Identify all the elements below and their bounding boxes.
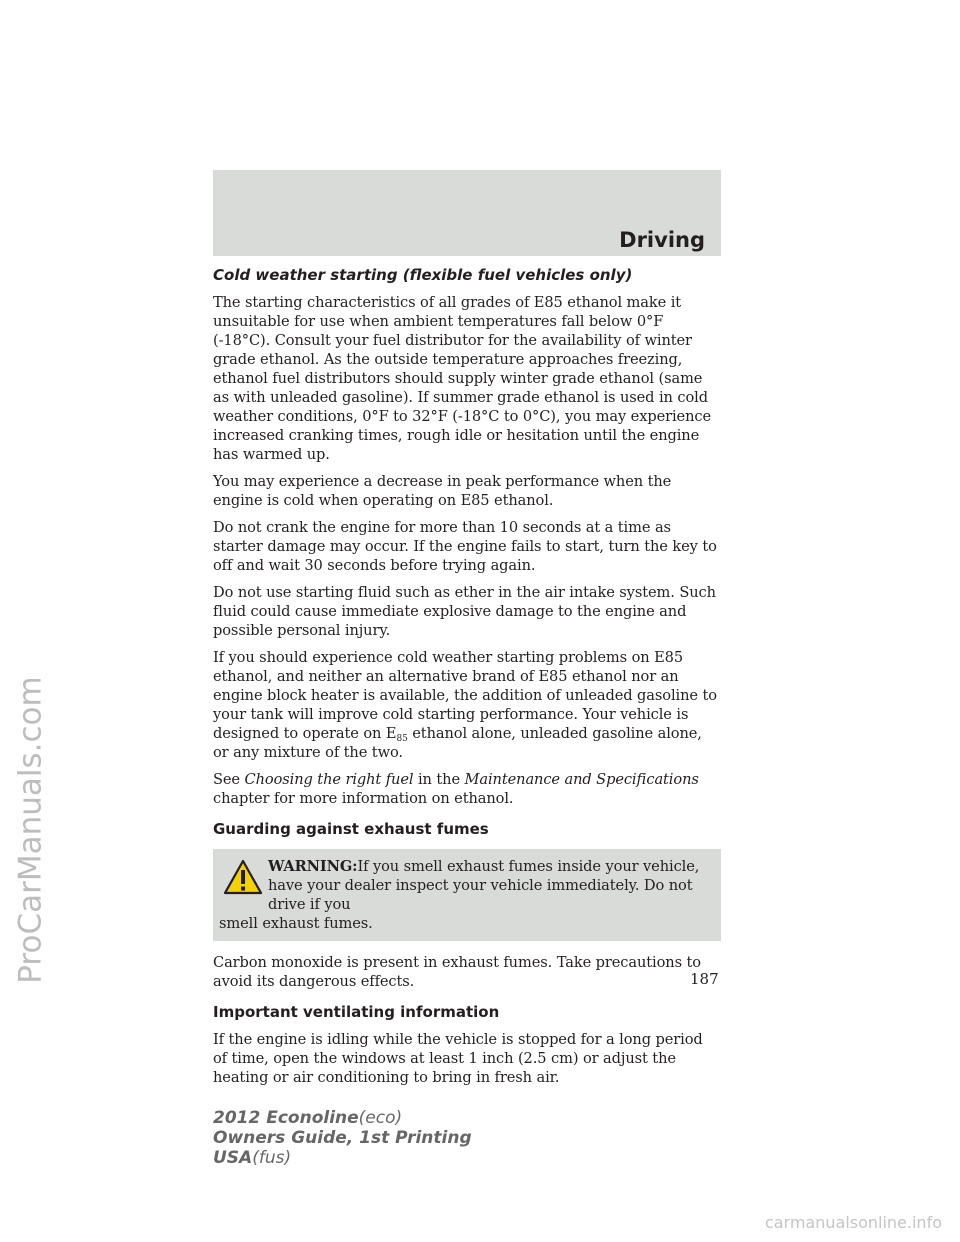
warning-text	[219, 857, 713, 914]
heading-cold-weather-starting: Cold weather starting (flexible fuel vehicles only)	[213, 266, 633, 284]
warning-box	[213, 849, 721, 941]
heading-ventilating: Important ventilating information	[213, 1003, 500, 1021]
warning-label: WARNING:	[268, 858, 358, 875]
text-run: If you should experience cold weather starting problems on E85 ethanol, and neither an alternative brand of E85 ethanol nor an engine block heater is available, the addition of unleaded gasoline to your tank will improve cold starting performance. Your vehicle is designed to operate on E	[213, 649, 717, 742]
section-header-band	[213, 170, 721, 256]
warning-triangle-icon	[223, 859, 263, 895]
warning-text-continued: smell exhaust fumes.	[219, 915, 373, 932]
footer-print-info	[213, 1108, 472, 1168]
paragraph: Carbon monoxide is present in exhaust fumes. Take precautions to avoid its dangerous effects.	[213, 954, 701, 990]
paragraph: You may experience a decrease in peak performance when the engine is cold when operating on E85 ethanol.	[213, 473, 672, 509]
section-title: Driving	[619, 228, 705, 252]
footer-line-region	[213, 1148, 472, 1168]
reference-maintenance-chapter: Maintenance and Specifications	[464, 771, 699, 788]
paragraph: Do not crank the engine for more than 10 seconds at a time as starter damage may occur. If the engine fails to start, turn the key to off and wait 30 seconds before trying again.	[213, 519, 717, 574]
footer-line-model	[213, 1108, 472, 1128]
text-run: ethanol alone, unleaded gasoline alone, or any mixture of the two.	[213, 725, 702, 761]
subscript: 85	[396, 734, 408, 744]
footer-model-code: (eco)	[358, 1108, 403, 1128]
footer-region-code: (fus)	[252, 1148, 292, 1168]
text-run: chapter for more information on ethanol.	[213, 790, 514, 807]
text-run: If you smell exhaust fumes inside your vehicle, have your dealer inspect your vehicle immediately. Do not drive if you	[268, 858, 700, 913]
footer-guide: Owners Guide, 1st Printing	[213, 1128, 472, 1148]
page-number: 187	[690, 970, 719, 988]
page-content	[213, 266, 721, 1095]
bottom-watermark: carmanualsonline.info	[764, 1213, 942, 1232]
side-watermark	[2, 480, 60, 1180]
footer-region: USA	[213, 1148, 253, 1168]
text-run: See	[213, 771, 240, 788]
footer-line-guide	[213, 1128, 472, 1148]
paragraph-cross-reference	[213, 770, 721, 808]
paragraph: The starting characteristics of all grades of E85 ethanol make it unsuitable for use when ambient temperatures fall below 0°F (-18°C). Consult your fuel distributor for the availability of winter grade ethanol. As the outside temperature approaches freezing, ethanol fuel distributors should supply winter grade ethanol (same as with unleaded gasoline). If summer grade ethanol is used in cold weather conditions, 0°F to 32°F (-18°C to 0°C), you may experience increased cranking times, rough idle or hesitation until the engine has warmed up.	[213, 294, 711, 463]
footer-model: 2012 Econoline	[213, 1108, 359, 1128]
text-run: in the	[417, 771, 460, 788]
paragraph: Do not use starting fluid such as ether in the air intake system. Such fluid could cause immediate explosive damage to the engine and possible personal injury.	[213, 584, 716, 639]
paragraph: If the engine is idling while the vehicle is stopped for a long period of time, open the windows at least 1 inch (2.5 cm) or adjust the heating or air conditioning to bring in fresh air.	[213, 1031, 703, 1086]
heading-exhaust-fumes: Guarding against exhaust fumes	[213, 820, 489, 838]
reference-choosing-fuel: Choosing the right fuel	[244, 771, 414, 788]
side-watermark-text: ProCarManuals.com	[13, 676, 49, 984]
paragraph-e85	[213, 648, 721, 762]
